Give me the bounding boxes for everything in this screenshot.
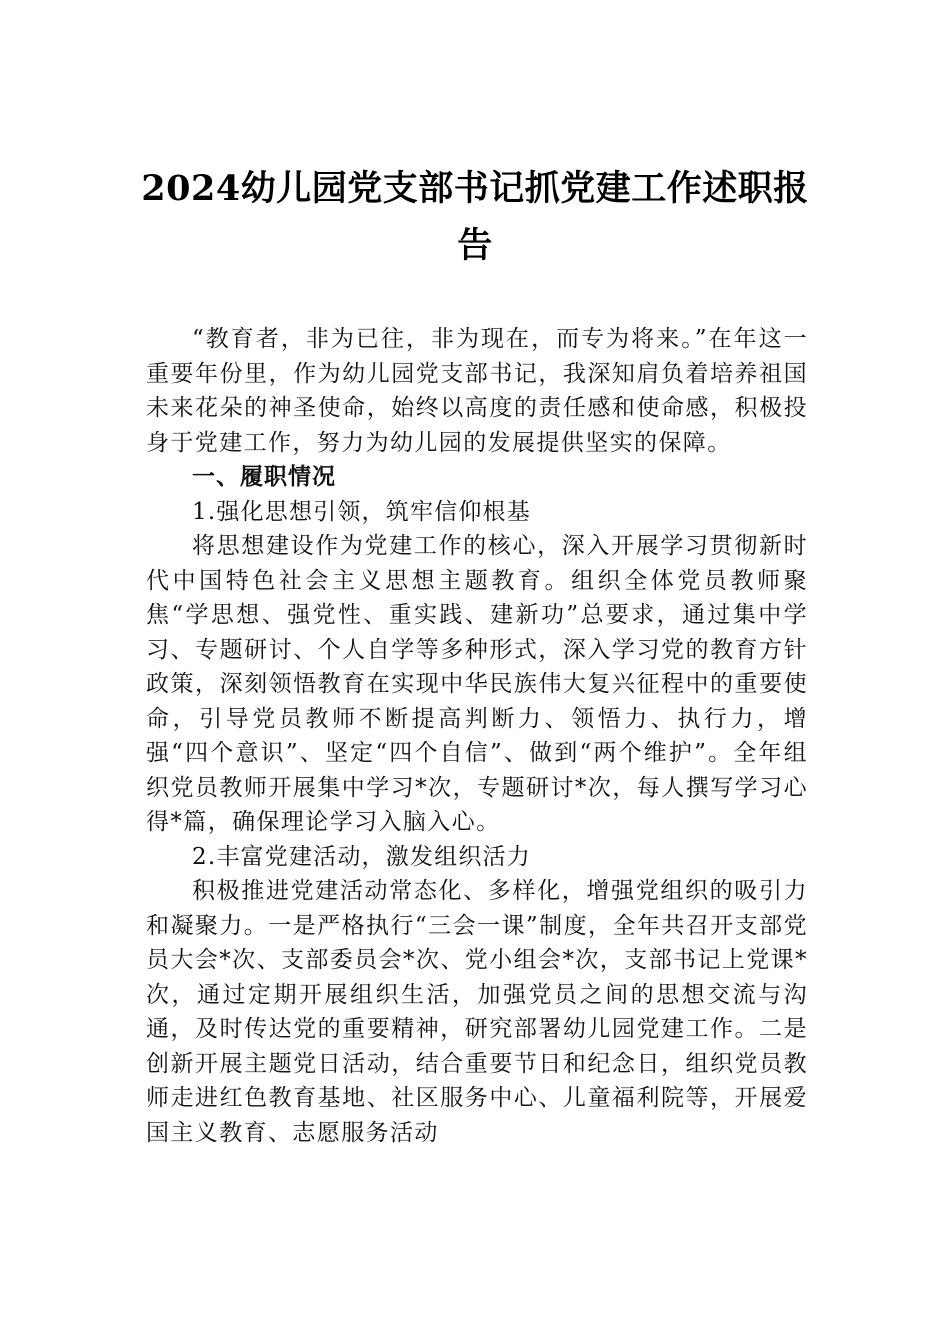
section-heading-performance: 一、履职情况 [192, 464, 336, 490]
paragraph-ideology: 将思想建设作为党建工作的核心，深入开展学习贯彻新时代中国特色社会主义思想主题教育。组织全体党员教师聚焦“学思想、强党性、重实践、建新功”总要求，通过集中学习、专题研讨、个人自学等多种形式，深入学习党的教育方针政策，深刻领悟教育在实现中华民族伟大复兴征程中的重要使命，引导党员教师不断提高判断力、领悟力、执行力，增强“四个意识”、坚定“四个自信”、做到“两个维护”。全年组织党员教师开展集中学习*次，专题研讨*次，每人撰写学习心得*篇，确保理论学习入脑入心。 [146, 533, 808, 835]
document-title: 2024幼儿园党支部书记抓党建工作述职报告 [141, 168, 809, 266]
intro-paragraph: “教育者，非为已往，非为现在，而专为将来。”在年这一重要年份里，作为幼儿园党支部书记，我深知肩负着培养祖国未来花朵的神圣使命，始终以高度的责任感和使命感，积极投身于党建工作，努力为幼儿园的发展提供坚实的保障。 [146, 326, 808, 456]
paragraph-activities: 积极推进党建活动常态化、多样化，增强党组织的吸引力和凝聚力。一是严格执行“三会一课”制度，全年共召开支部党员大会*次、支部委员会*次、党小组会*次，支部书记上党课*次，通过定期开展组织生活，加强党员之间的思想交流与沟通，及时传达党的重要精神，研究部署幼儿园党建工作。二是创新开展主题党日活动，结合重要节日和纪念日，组织党员教师走进红色教育基地、社区服务中心、儿童福利院等，开展爱国主义教育、志愿服务活动 [146, 878, 808, 1146]
subheading-activities: 2.丰富党建活动，激发组织活力 [192, 843, 531, 870]
subheading-ideology: 1.强化思想引领，筑牢信仰根基 [192, 498, 531, 525]
document-body [146, 322, 808, 1150]
